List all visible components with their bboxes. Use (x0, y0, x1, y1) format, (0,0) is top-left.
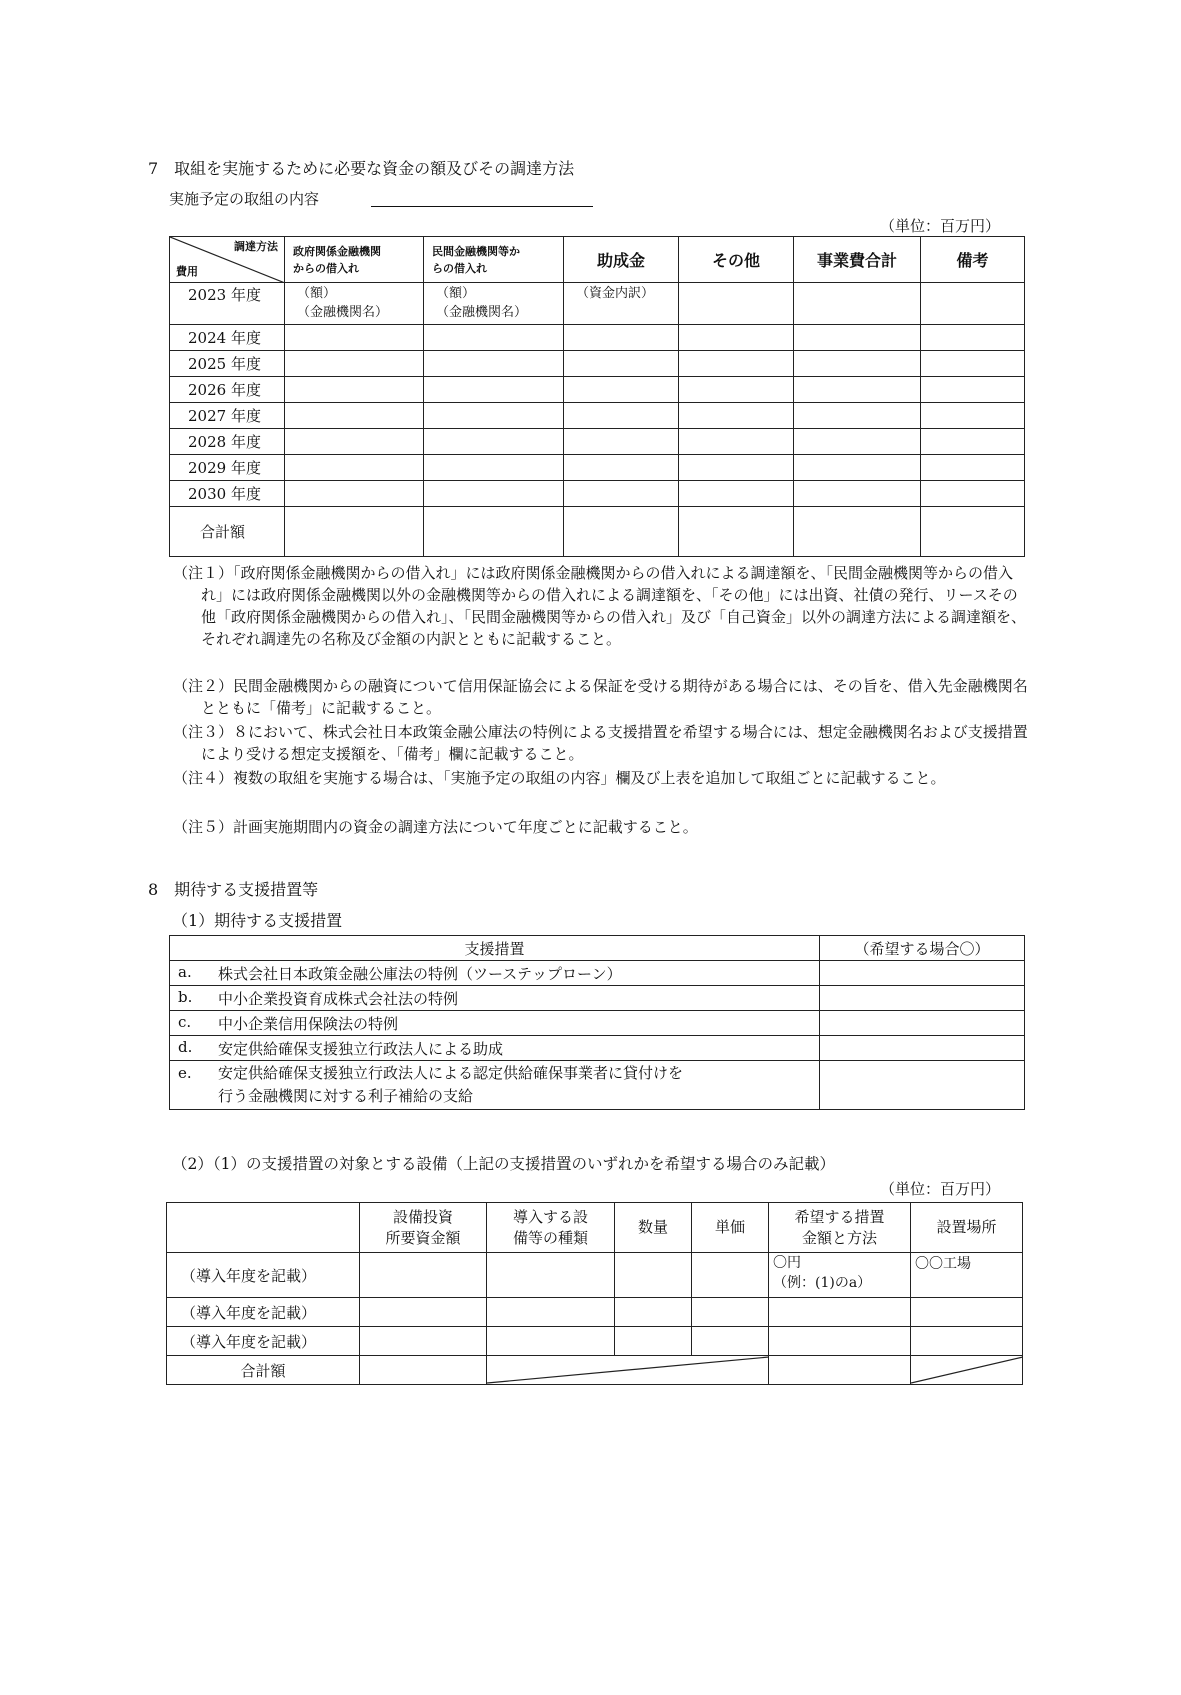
header-gov-loan (285, 237, 424, 283)
grant-cell[interactable] (564, 403, 679, 429)
private-loan-cell[interactable] (424, 429, 564, 455)
other-cell[interactable] (679, 377, 794, 403)
header-gov-line1: 政府関係金融機関 (293, 244, 381, 258)
table-row (170, 961, 1025, 986)
header-grant: 助成金 (564, 237, 679, 283)
measure-amount-cell[interactable] (769, 1327, 911, 1356)
header-other: その他 (679, 237, 794, 283)
section7-unit: （単位：百万円） (880, 217, 1001, 235)
corner-header (170, 237, 285, 283)
wish-cell-a[interactable] (820, 961, 1025, 986)
measure-text-line1: 安定供給確保支援独立行政法人による認定供給確保事業者に貸付けを (218, 1064, 684, 1082)
corner-bottom-label: 費用 (176, 265, 198, 278)
private-loan-total[interactable] (424, 507, 564, 557)
note-1: （注１）「政府関係金融機関からの借入れ」には政府関係金融機関からの借入れによる調達額を、「民間金融機関等からの借入れ」には政府関係金融機関以外の金融機関等からの借入れによる調達額を、「その他」には出資、社債の発行、リースその他「政府関係金融機関からの借入れ」、「民間金融機関等からの借入れ」及び「自己資金」以外の調達方法による調達額を、それぞれ調達先の名称及び金額の内訳とともに記載すること。 (173, 564, 1027, 648)
remarks-total[interactable] (921, 507, 1025, 557)
other-cell[interactable] (679, 351, 794, 377)
header-total-cost: 事業費合計 (794, 237, 921, 283)
location-struck-cell (911, 1356, 1023, 1385)
measure-c (170, 1011, 820, 1036)
measure-letter: c. (178, 1012, 192, 1031)
header-blank (167, 1203, 360, 1253)
header-remarks: 備考 (921, 237, 1025, 283)
remarks-cell[interactable] (921, 403, 1025, 429)
total-cost-cell[interactable] (794, 481, 921, 507)
header-investment (360, 1203, 487, 1253)
measure-text: 株式会社日本政策金融公庫法の特例（ツーステップローン） (218, 964, 622, 983)
struck-cell (487, 1356, 769, 1385)
header-measure-amount (769, 1203, 911, 1253)
section8-title: 8 期待する支援措置等 (148, 880, 319, 899)
wish-cell-b[interactable] (820, 986, 1025, 1011)
remarks-cell[interactable] (921, 481, 1025, 507)
other-cell[interactable] (679, 455, 794, 481)
measure-letter: e. (178, 1064, 192, 1082)
equipment-type-cell[interactable] (487, 1253, 615, 1298)
funding-table (169, 236, 1025, 557)
measure-letter: b. (178, 987, 193, 1006)
header-equipment-type (487, 1203, 615, 1253)
strike-line (911, 1356, 1023, 1384)
investment-cell[interactable] (360, 1327, 487, 1356)
table-row (170, 455, 1025, 481)
total-label: 合計額 (167, 1356, 360, 1385)
year-cell: 2026 年度 (170, 377, 285, 403)
location-cell[interactable] (911, 1253, 1023, 1298)
amount-hint: （額） (297, 286, 337, 301)
header-line1: 導入する設 (512, 1207, 588, 1226)
support-measures-table (169, 935, 1025, 1110)
total-cost-cell[interactable] (794, 429, 921, 455)
grant-cell[interactable] (564, 429, 679, 455)
grant-cell[interactable] (564, 455, 679, 481)
measure-text: 中小企業信用保険法の特例 (218, 1014, 399, 1033)
year-cell: 2027 年度 (170, 403, 285, 429)
note-4: （注４）複数の取組を実施する場合は、「実施予定の取組の内容」欄及び上表を追加して取組ごとに記載すること。 (173, 769, 946, 787)
equipment-table (166, 1202, 1023, 1385)
investment-cell[interactable] (360, 1298, 487, 1327)
table-row (170, 429, 1025, 455)
sub1-title: （1）期待する支援措置 (172, 911, 343, 930)
remarks-cell[interactable] (921, 377, 1025, 403)
year-cell: 2028 年度 (170, 429, 285, 455)
private-loan-cell[interactable] (424, 325, 564, 351)
private-loan-cell[interactable] (424, 283, 564, 325)
private-loan-cell[interactable] (424, 351, 564, 377)
table-row (170, 986, 1025, 1011)
row-label: （導入年度を記載） (167, 1298, 360, 1327)
fund-breakdown-hint: （資金内訳） (576, 286, 655, 301)
gov-loan-cell[interactable] (285, 351, 424, 377)
location-cell[interactable] (911, 1298, 1023, 1327)
other-cell[interactable] (679, 429, 794, 455)
table-row (170, 481, 1025, 507)
table-row (170, 1061, 1025, 1110)
header-line1: 希望する措置 (794, 1207, 885, 1226)
investment-total[interactable] (360, 1356, 487, 1385)
measure-text-line2: 行う金融機関に対する利子補給の支給 (218, 1087, 474, 1105)
total-cost-cell[interactable] (794, 325, 921, 351)
quantity-cell[interactable] (615, 1327, 692, 1356)
header-gov-line2: からの借入れ (293, 261, 359, 275)
header-priv-line1: 民間金融機関等か (432, 244, 520, 258)
table-row (167, 1253, 1023, 1298)
header-measure: 支援措置 (170, 936, 820, 961)
quantity-cell[interactable] (615, 1253, 692, 1298)
gov-loan-cell[interactable] (285, 403, 424, 429)
total-cost-cell[interactable] (794, 377, 921, 403)
other-cell[interactable] (679, 283, 794, 325)
table-row (170, 325, 1025, 351)
total-label: 合計額 (170, 507, 285, 557)
total-cost-cell[interactable] (794, 403, 921, 429)
other-cell[interactable] (679, 481, 794, 507)
grant-cell[interactable] (564, 283, 679, 325)
other-total[interactable] (679, 507, 794, 557)
remarks-cell[interactable] (921, 351, 1025, 377)
total-cost-cell[interactable] (794, 283, 921, 325)
measure-b (170, 986, 820, 1011)
table-header-row (170, 936, 1025, 961)
remarks-cell[interactable] (921, 283, 1025, 325)
measure-letter: d. (178, 1037, 193, 1056)
plan-label: 実施予定の取組の内容 (169, 190, 320, 208)
gov-loan-cell[interactable] (285, 455, 424, 481)
measure-amount-total[interactable] (769, 1356, 911, 1385)
header-location: 設置場所 (911, 1203, 1023, 1253)
measure-text (218, 1062, 683, 1108)
location-cell[interactable] (911, 1327, 1023, 1356)
table-row (170, 1036, 1025, 1061)
wish-cell-d[interactable] (820, 1036, 1025, 1061)
header-unit-price: 単価 (692, 1203, 769, 1253)
measure-letter: a. (178, 962, 192, 981)
total-cost-total[interactable] (794, 507, 921, 557)
gov-loan-cell[interactable] (285, 325, 424, 351)
section7-title: 7 取組を実施するために必要な資金の額及びその調達方法 (148, 159, 575, 178)
measure-a (170, 961, 820, 986)
equipment-type-cell[interactable] (487, 1327, 615, 1356)
grant-cell[interactable] (564, 325, 679, 351)
total-row (167, 1356, 1023, 1385)
grant-total[interactable] (564, 507, 679, 557)
strike-line (487, 1356, 769, 1384)
year-cell: 2023 年度 (170, 283, 285, 325)
private-loan-cell[interactable] (424, 481, 564, 507)
table-row (167, 1298, 1023, 1327)
amount-hint: （額） (436, 286, 476, 301)
remarks-cell[interactable] (921, 455, 1025, 481)
year-cell: 2029 年度 (170, 455, 285, 481)
grant-cell[interactable] (564, 481, 679, 507)
plan-input-line[interactable] (371, 206, 593, 207)
table-row (170, 403, 1025, 429)
measure-text: 安定供給確保支援独立行政法人による助成 (218, 1039, 504, 1058)
header-line1: 設備投資 (392, 1207, 453, 1226)
bank-name-hint: （金融機関名） (436, 305, 528, 320)
investment-cell[interactable] (360, 1253, 487, 1298)
sub2-title: （2）（1）の支援措置の対象とする設備（上記の支援措置のいずれかを希望する場合のみ記載） (172, 1155, 835, 1173)
note-3: （注３）８において、株式会社日本政策金融公庫法の特例による支援措置を希望する場合には、想定金融機関名および支援措置により受ける想定支援額を、「備考」欄に記載すること。 (173, 723, 1028, 763)
header-priv-line2: らの借入れ (432, 261, 487, 275)
other-cell[interactable] (679, 403, 794, 429)
header-line2: 所要資金額 (385, 1228, 461, 1247)
table-row (170, 283, 1025, 325)
gov-loan-cell[interactable] (285, 481, 424, 507)
year-cell: 2030 年度 (170, 481, 285, 507)
header-wish: （希望する場合〇） (820, 936, 1025, 961)
header-line2: 備等の種類 (512, 1228, 588, 1247)
measure-d (170, 1036, 820, 1061)
private-loan-cell[interactable] (424, 403, 564, 429)
total-row (170, 507, 1025, 557)
remarks-cell[interactable] (921, 429, 1025, 455)
table-row (170, 377, 1025, 403)
bank-name-hint: （金融機関名） (297, 305, 389, 320)
row-label: （導入年度を記載） (167, 1327, 360, 1356)
gov-loan-cell[interactable] (285, 283, 424, 325)
grant-cell[interactable] (564, 351, 679, 377)
example-amount: 〇円 (773, 1255, 801, 1271)
gov-loan-total[interactable] (285, 507, 424, 557)
measure-text: 中小企業投資育成株式会社法の特例 (218, 989, 459, 1008)
example-place: 〇〇工場 (915, 1256, 971, 1272)
table-header-row (167, 1203, 1023, 1253)
unit-price-cell[interactable] (692, 1298, 769, 1327)
year-cell: 2025 年度 (170, 351, 285, 377)
year-cell: 2024 年度 (170, 325, 285, 351)
table-row (170, 1011, 1025, 1036)
other-cell[interactable] (679, 325, 794, 351)
remarks-cell[interactable] (921, 325, 1025, 351)
row-label: （導入年度を記載） (167, 1253, 360, 1298)
note-2: （注２）民間金融機関からの融資について信用保証協会による保証を受ける期待がある場合には、その旨を、借入先金融機関名とともに「備考」に記載すること。 (173, 677, 1028, 717)
unit-price-cell[interactable] (692, 1253, 769, 1298)
wish-cell-c[interactable] (820, 1011, 1025, 1036)
gov-loan-cell[interactable] (285, 429, 424, 455)
header-quantity: 数量 (615, 1203, 692, 1253)
total-cost-cell[interactable] (794, 351, 921, 377)
table-row (170, 351, 1025, 377)
table-row (167, 1327, 1023, 1356)
header-private-loan (424, 237, 564, 283)
corner-top-label: 調達方法 (234, 240, 278, 253)
measure-e (170, 1061, 820, 1110)
note-5: （注５）計画実施期間内の資金の調達方法について年度ごとに記載すること。 (173, 818, 698, 836)
measure-amount-cell[interactable] (769, 1298, 911, 1327)
unit-price-cell[interactable] (692, 1327, 769, 1356)
private-loan-cell[interactable] (424, 455, 564, 481)
quantity-cell[interactable] (615, 1298, 692, 1327)
wish-cell-e[interactable] (820, 1061, 1025, 1110)
measure-amount-cell[interactable] (769, 1253, 911, 1298)
example-method: （例：(1)のa） (773, 1275, 872, 1291)
gov-loan-cell[interactable] (285, 377, 424, 403)
header-line2: 金額と方法 (801, 1228, 877, 1247)
grant-cell[interactable] (564, 377, 679, 403)
private-loan-cell[interactable] (424, 377, 564, 403)
total-cost-cell[interactable] (794, 455, 921, 481)
sub2-unit: （単位：百万円） (880, 1180, 1001, 1198)
equipment-type-cell[interactable] (487, 1298, 615, 1327)
